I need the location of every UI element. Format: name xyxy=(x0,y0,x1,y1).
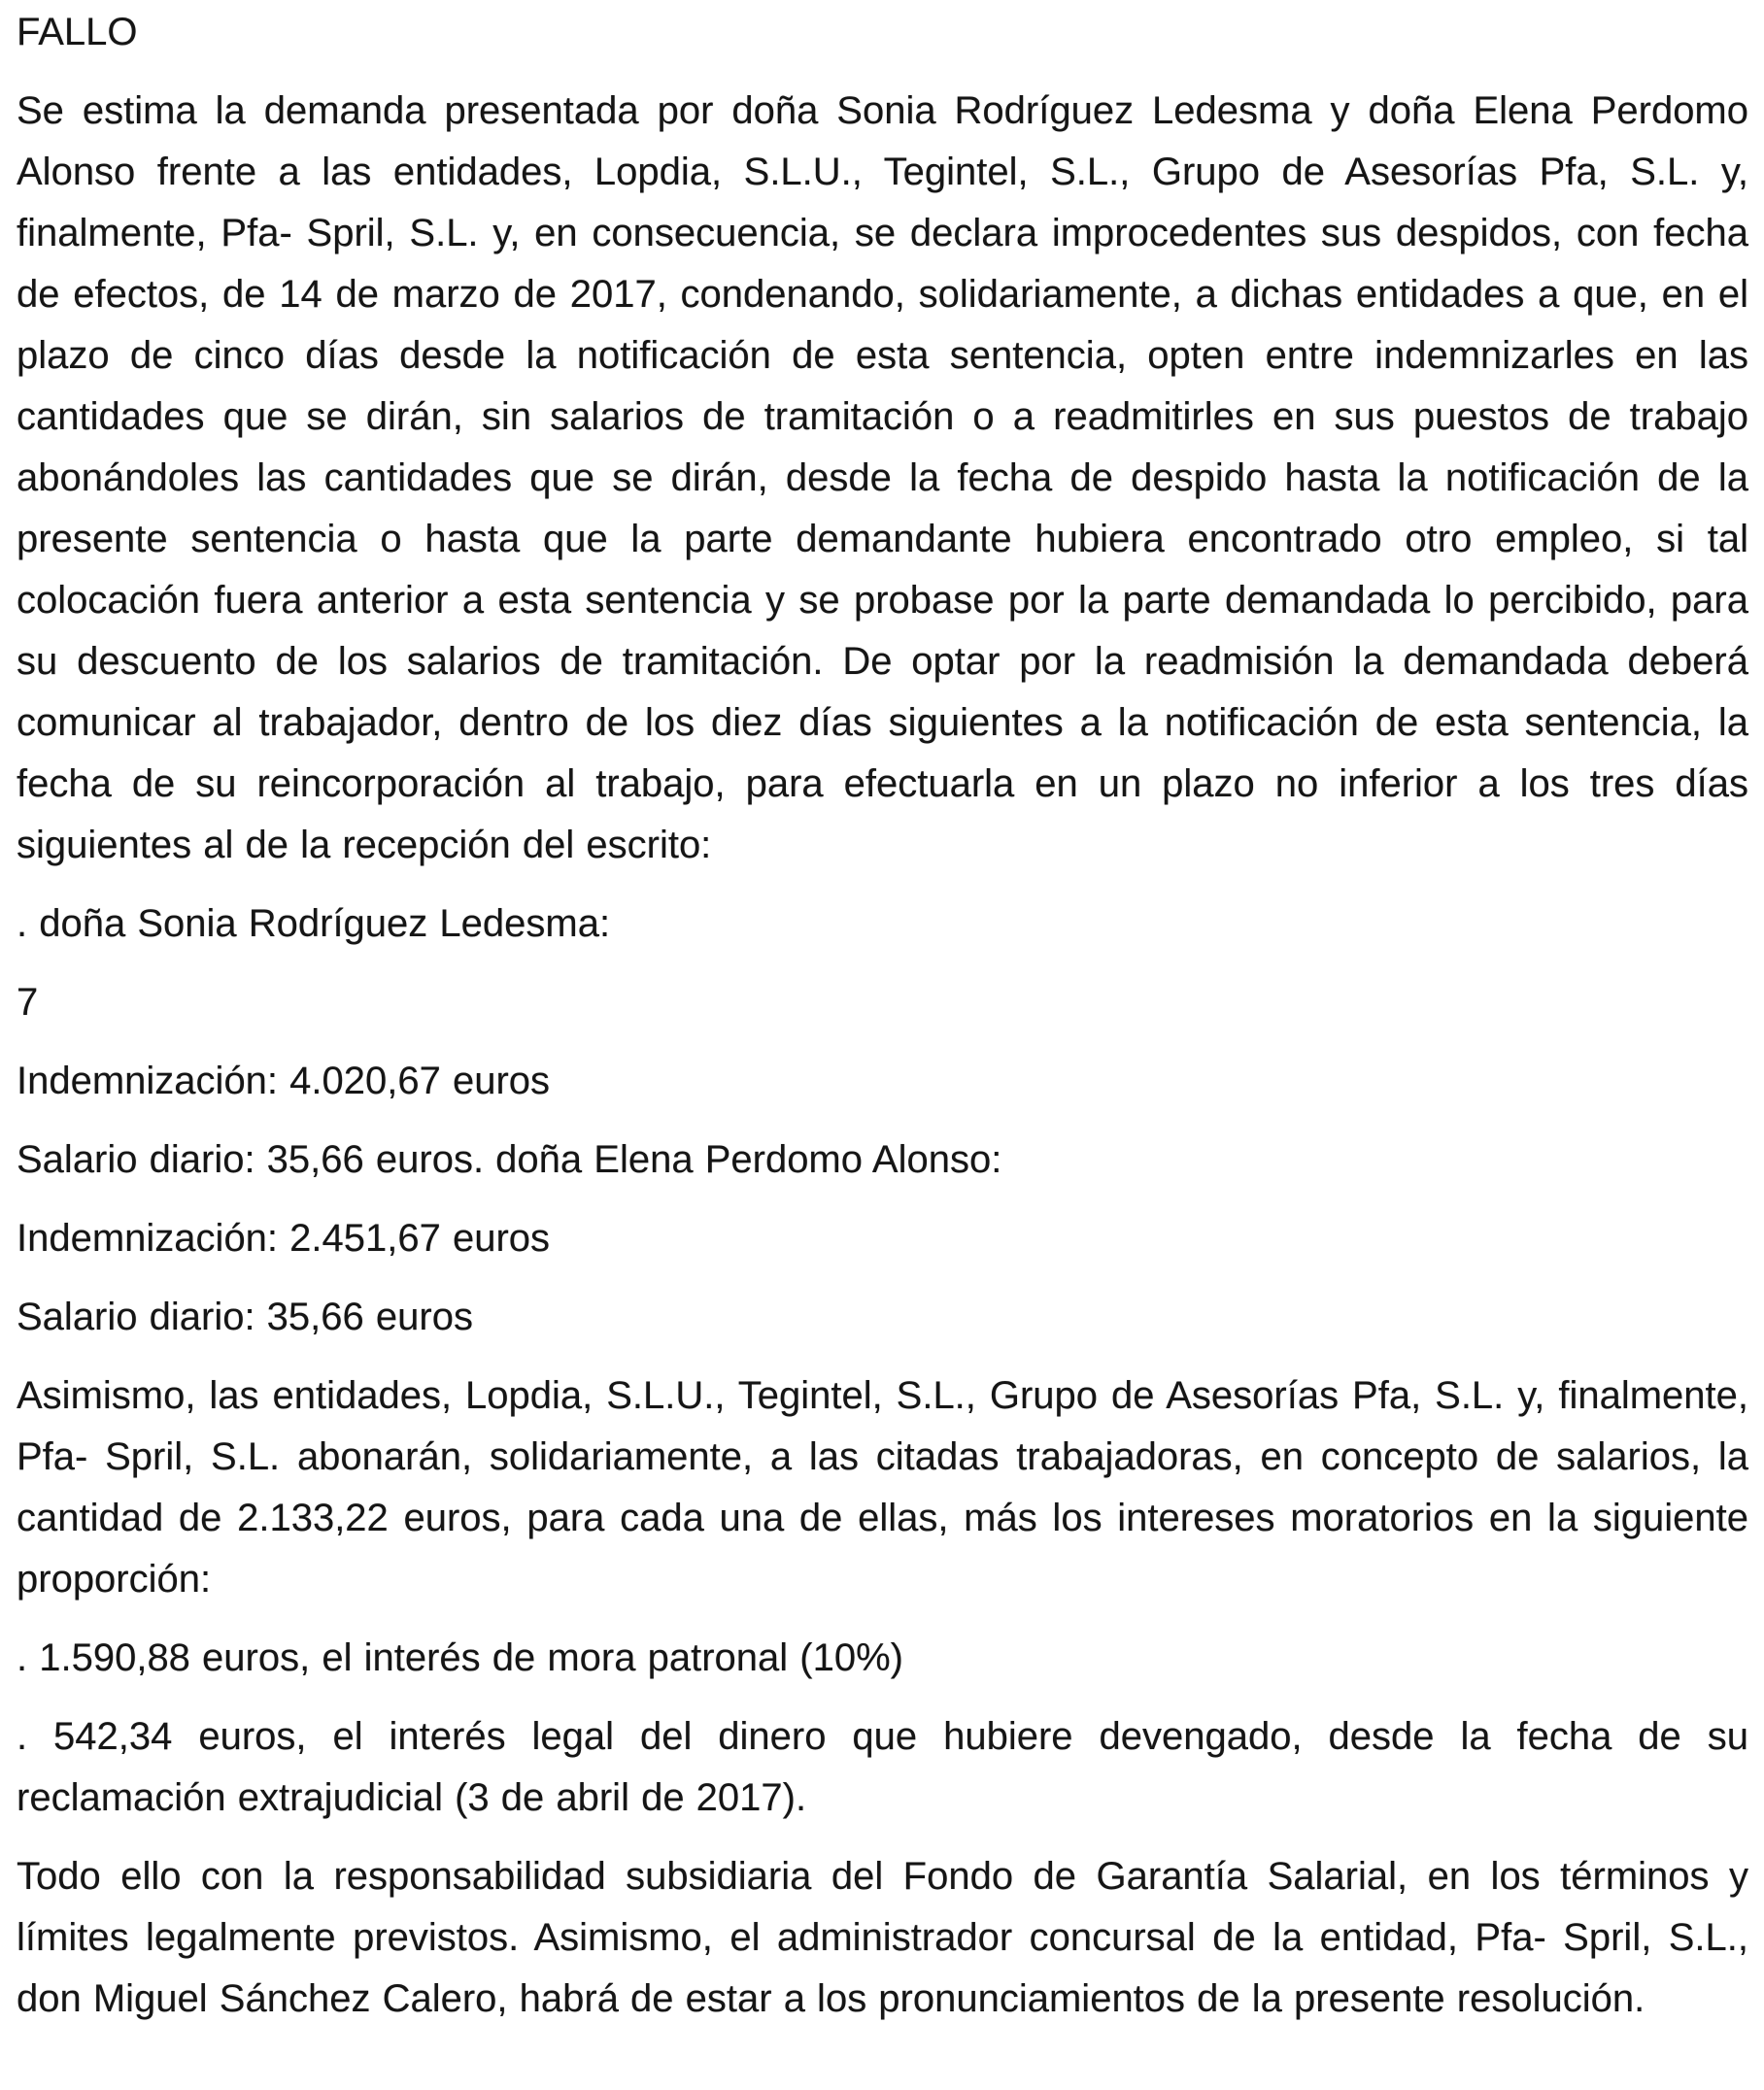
document-body xyxy=(17,2,1748,2030)
line-claimant-sonia: . doña Sonia Rodríguez Ledesma: xyxy=(17,902,611,945)
line-page-number: 7 xyxy=(17,981,39,1024)
line-indemnizacion-sonia: Indemnización: 4.020,67 euros xyxy=(17,1060,551,1102)
line-interest-mora-patronal: . 1.590,88 euros, el interés de mora patronal (10%) xyxy=(17,1636,903,1679)
paragraph-main-ruling: Se estima la demanda presentada por doña Sonia Rodríguez Ledesma y doña Elena Perdomo Alonso frente a las entidades, Lopdia, S.L.U., Tegintel, S.L., Grupo de Asesorías Pfa, S.L. y, finalmente, Pfa- Spril, S.L. y, en consecuencia, se declara improcedentes sus despidos, con fecha de efectos, de 14 de marzo de 2017, condenando, solidariamente, a dichas entidades a que, en el plazo de cinco días desde la notificación de esta sentencia, opten entre indemnizarles en las cantidades que se dirán, sin salarios de tramitación o a readmitirles en sus puestos de trabajo abonándoles las cantidades que se dirán, desde la fecha de despido hasta la notificación de la presente sentencia o hasta que la parte demandante hubiera encontrado otro empleo, si tal colocación fuera anterior a esta sentencia y se probase por la parte demandada lo percibido, para su descuento de los salarios de tramitación. De optar por la readmisión la demandada deberá comunicar al trabajador, dentro de los diez días siguientes a la notificación de esta sentencia, la fecha de su reincorporación al trabajo, para efectuarla en un plazo no inferior a los tres días siguientes al de la recepción del escrito: xyxy=(17,89,1748,866)
line-salario-elena: Salario diario: 35,66 euros xyxy=(17,1296,473,1338)
paragraph-fogasa-liability: Todo ello con la responsabilidad subsidiaria del Fondo de Garantía Salarial, en los términos y límites legalmente previstos. Asimismo, el administrador concursal de la entidad, Pfa- Spril, S.L., don Miguel Sánchez Calero, habrá de estar a los pronunciamientos de la presente resolución. xyxy=(17,1855,1748,2020)
paragraph-salaries-owed: Asimismo, las entidades, Lopdia, S.L.U., Tegintel, S.L., Grupo de Asesorías Pfa, S.L. y, finalmente, Pfa- Spril, S.L. abonarán, solidariamente, a las citadas trabajadoras, en concepto de salarios, la cantidad de 2.133,22 euros, para cada una de ellas, más los intereses moratorios en la siguiente proporción: xyxy=(17,1374,1748,1601)
paragraph-interest-legal: . 542,34 euros, el interés legal del dinero que hubiere devengado, desde la fecha de su reclamación extrajudicial (3 de abril de 2017). xyxy=(17,1715,1748,1819)
line-indemnizacion-elena: Indemnización: 2.451,67 euros xyxy=(17,1217,551,1260)
line-salario-sonia-claimant-elena: Salario diario: 35,66 euros. doña Elena Perdomo Alonso: xyxy=(17,1138,1002,1181)
document-title: FALLO xyxy=(17,11,138,53)
